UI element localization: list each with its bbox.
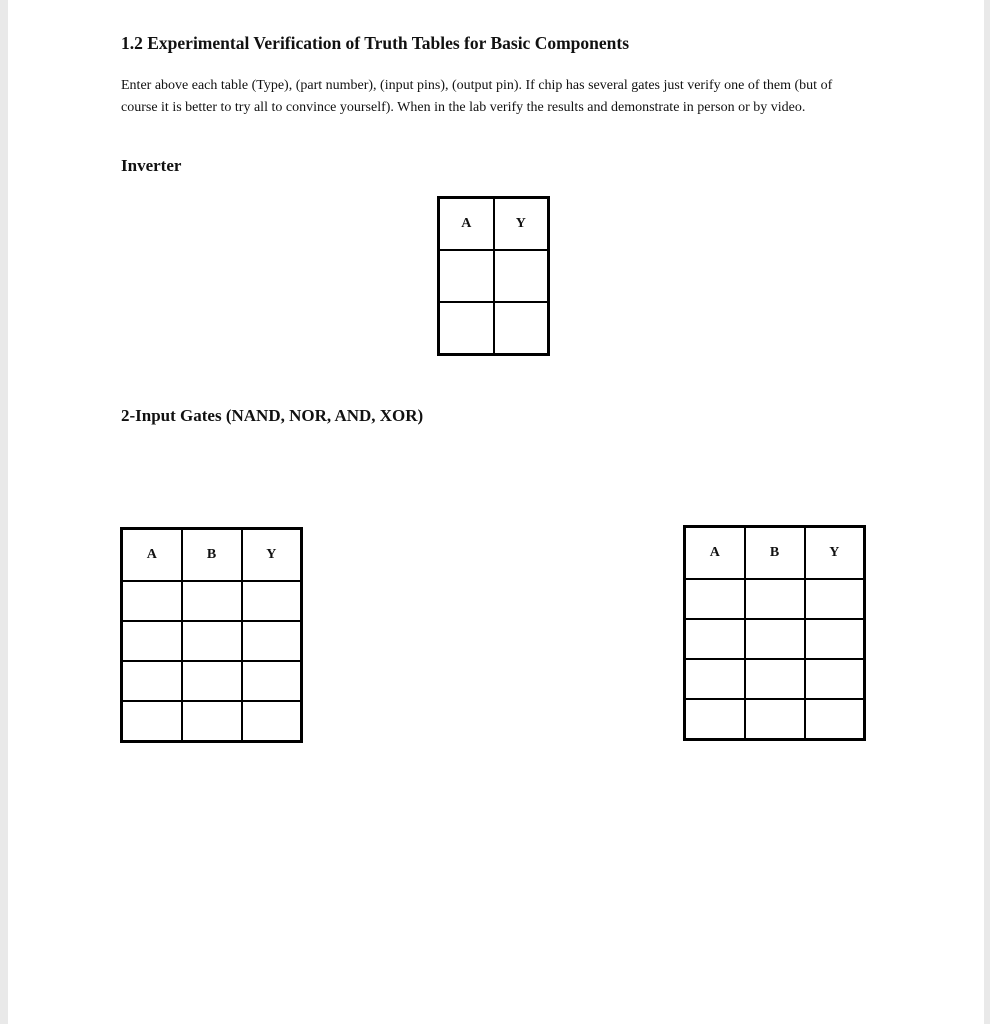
table-cell[interactable] <box>122 621 182 661</box>
table-cell[interactable] <box>242 701 302 742</box>
table-cell[interactable] <box>439 302 494 355</box>
table-header-row <box>685 527 865 580</box>
column-header-a: A <box>122 529 182 582</box>
table-cell[interactable] <box>494 250 549 302</box>
table-cell[interactable] <box>685 579 745 619</box>
table-row <box>122 701 302 742</box>
table-row <box>685 699 865 740</box>
column-header-a: A <box>439 198 494 251</box>
table-cell[interactable] <box>745 699 805 740</box>
table-cell[interactable] <box>182 661 242 701</box>
column-header-y: Y <box>494 198 549 251</box>
table-cell[interactable] <box>805 699 865 740</box>
table-cell[interactable] <box>122 581 182 621</box>
table-cell[interactable] <box>805 619 865 659</box>
table-cell[interactable] <box>745 619 805 659</box>
column-header-a: A <box>685 527 745 580</box>
column-header-b: B <box>745 527 805 580</box>
table-cell[interactable] <box>494 302 549 355</box>
table-cell[interactable] <box>685 659 745 699</box>
document-page <box>8 0 984 1024</box>
table-cell[interactable] <box>182 581 242 621</box>
column-header-b: B <box>182 529 242 582</box>
table-cell[interactable] <box>242 621 302 661</box>
two-input-truth-table-right <box>683 525 866 741</box>
table-row <box>685 619 865 659</box>
table-row <box>122 621 302 661</box>
table-cell[interactable] <box>805 659 865 699</box>
inverter-truth-table <box>437 196 550 356</box>
table-header-row <box>122 529 302 582</box>
table-cell[interactable] <box>122 661 182 701</box>
two-input-truth-table-left <box>120 527 303 743</box>
table-header-row <box>439 198 549 251</box>
table-row <box>685 659 865 699</box>
table-cell[interactable] <box>182 701 242 742</box>
table-cell[interactable] <box>242 581 302 621</box>
inverter-heading: Inverter <box>121 156 182 175</box>
column-header-y: Y <box>805 527 865 580</box>
two-input-gates-heading: 2-Input Gates (NAND, NOR, AND, XOR) <box>121 406 424 425</box>
table-cell[interactable] <box>685 699 745 740</box>
table-cell[interactable] <box>745 579 805 619</box>
table-cell[interactable] <box>439 250 494 302</box>
table-row <box>122 581 302 621</box>
table-cell[interactable] <box>685 619 745 659</box>
table-row <box>685 579 865 619</box>
table-row <box>439 302 549 355</box>
table-cell[interactable] <box>805 579 865 619</box>
table-row <box>122 661 302 701</box>
section-title: 1.2 Experimental Verification of Truth Tables for Basic Components <box>121 33 630 53</box>
table-cell[interactable] <box>745 659 805 699</box>
table-row <box>439 250 549 302</box>
column-header-y: Y <box>242 529 302 582</box>
table-cell[interactable] <box>242 661 302 701</box>
instructions-paragraph: Enter above each table (Type), (part number), (input pins), (output pin). If chip has several gates just verify one of them (but of course it is better to try all to convince yourself). When in the lab verify the results and demonstrate in person or by video. <box>121 78 833 115</box>
table-cell[interactable] <box>122 701 182 742</box>
table-cell[interactable] <box>182 621 242 661</box>
